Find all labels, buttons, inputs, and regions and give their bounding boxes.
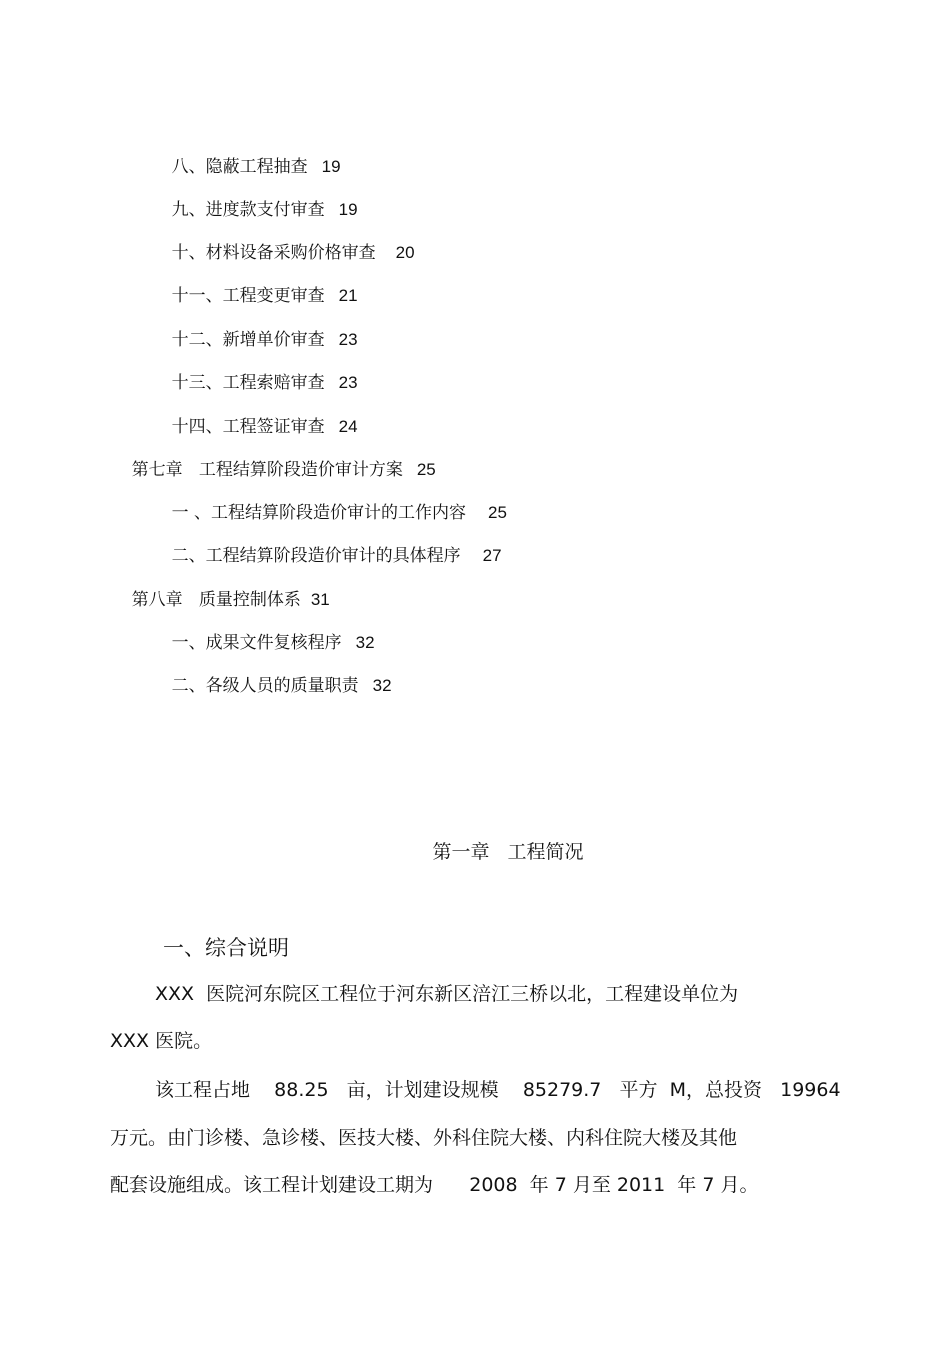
toc-entry-title: 十、材料设备采购价格审查 xyxy=(171,243,376,263)
toc-entry-page: 25 xyxy=(416,460,436,479)
chapter-heading: 第一章 工程简况 xyxy=(432,841,584,863)
toc-entry-page: 24 xyxy=(338,417,358,436)
section-heading: 一、综合说明 xyxy=(163,936,289,960)
toc-entry-page: 32 xyxy=(372,676,392,695)
toc-entry-title: 十三、工程索赔审查 xyxy=(171,373,325,393)
toc-entry-title: 十二、新增单价审查 xyxy=(171,330,325,350)
toc-entry-page: 31 xyxy=(310,590,330,609)
toc-entry-page: 21 xyxy=(338,286,358,305)
toc-entry-page: 20 xyxy=(395,243,415,262)
toc-entry-page: 25 xyxy=(488,503,507,522)
toc-entry-page: 19 xyxy=(338,200,358,219)
toc-entry-page: 27 xyxy=(482,546,502,565)
toc-entry-title: 第八章 质量控制体系 xyxy=(131,590,301,610)
toc-entry xyxy=(150,653,392,719)
toc-entry-title: 十一、工程变更审查 xyxy=(171,286,325,306)
toc-entry-page: 23 xyxy=(338,330,358,349)
paragraph-line: 配套设施组成。该工程计划建设工期为 2008 年 7 月至 2011 年 7 月。 xyxy=(110,1174,759,1196)
paragraph-line: XXX 医院。 xyxy=(110,1030,213,1052)
toc-entry-page: 23 xyxy=(338,373,358,392)
toc-entry-title: 一 、工程结算阶段造价审计的工作内容 xyxy=(171,503,467,523)
paragraph-line: 万元。由门诊楼、急诊楼、医技大楼、外科住院大楼、内科住院大楼及其他 xyxy=(110,1127,738,1149)
paragraph-line: XXX 医院河东院区工程位于河东新区涪江三桥以北，工程建设单位为 xyxy=(155,983,739,1005)
toc-entry-page: 19 xyxy=(321,157,341,176)
toc-entry-page: 32 xyxy=(355,633,375,652)
toc-entry-title: 二、各级人员的质量职责 xyxy=(171,676,359,696)
toc-entry-title: 一、成果文件复核程序 xyxy=(171,633,342,653)
toc-entry-title: 二、工程结算阶段造价审计的具体程序 xyxy=(171,546,461,566)
toc-entry-title: 九、进度款支付审查 xyxy=(171,200,325,220)
toc-entry-title: 第七章 工程结算阶段造价审计方案 xyxy=(131,460,403,480)
paragraph-line: 该工程占地 88.25 亩，计划建设规模 85279.7 平方 M，总投资 19964 xyxy=(155,1079,841,1101)
toc-entry-title: 八、隐蔽工程抽查 xyxy=(171,157,308,177)
toc-entry-title: 十四、工程签证审查 xyxy=(171,417,325,437)
